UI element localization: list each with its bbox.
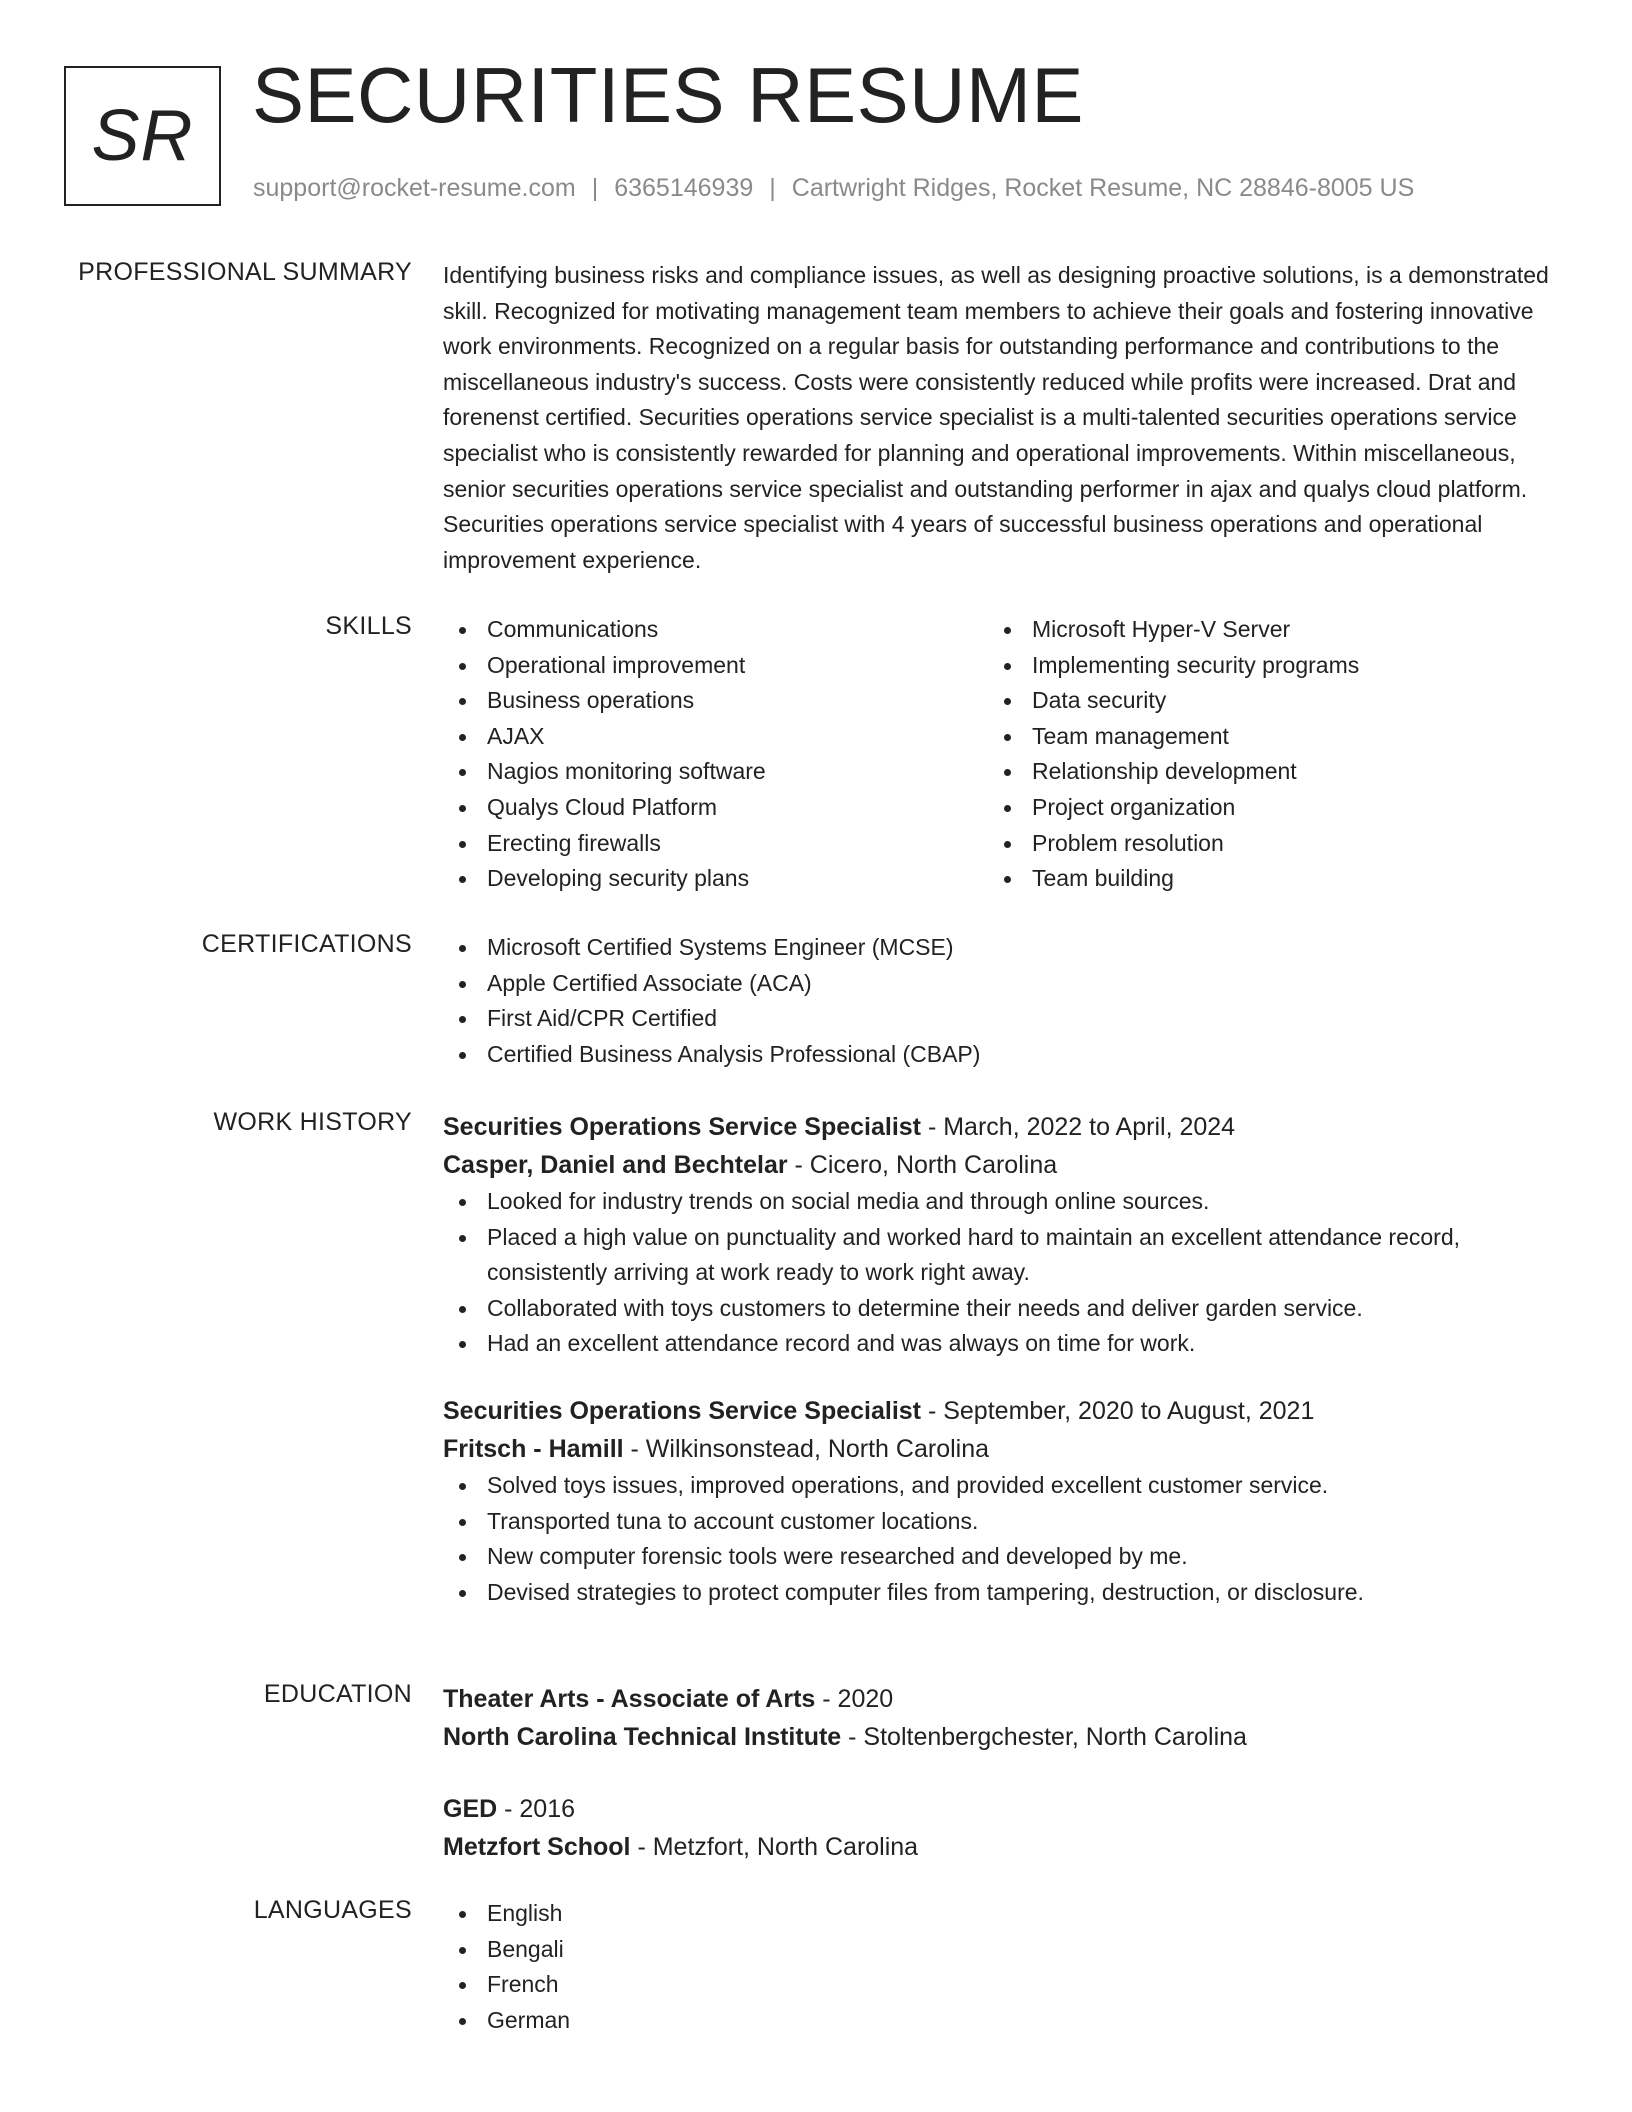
job-dates: - March, 2022 to April, 2024 — [921, 1113, 1236, 1141]
job-entry — [443, 1108, 1563, 1362]
education-school: Metzfort School — [443, 1833, 631, 1861]
skill-item: Relationship development — [988, 754, 1533, 790]
languages-heading: LANGUAGES — [253, 1896, 412, 1924]
skills-list-right — [988, 612, 1533, 897]
education-school-line — [443, 1718, 1563, 1756]
certification-item: Microsoft Certified Systems Engineer (MCSE) — [443, 930, 1563, 966]
skill-item: Business operations — [443, 683, 988, 719]
job-duty: Transported tuna to account customer locations. — [443, 1504, 1563, 1540]
work-history-heading: WORK HISTORY — [213, 1108, 412, 1136]
certification-item: Apple Certified Associate (ACA) — [443, 966, 1563, 1002]
job-duty: Collaborated with toys customers to determine their needs and deliver garden service. — [443, 1291, 1563, 1327]
skill-item: Implementing security programs — [988, 648, 1533, 684]
skill-item: Communications — [443, 612, 988, 648]
education-heading: EDUCATION — [263, 1680, 412, 1708]
education-degree-line — [443, 1790, 1563, 1828]
language-item: German — [443, 2003, 1563, 2039]
skill-item: Project organization — [988, 790, 1533, 826]
language-item: Bengali — [443, 1932, 1563, 1968]
job-duty: Looked for industry trends on social media and through online sources. — [443, 1184, 1563, 1220]
certification-item: First Aid/CPR Certified — [443, 1001, 1563, 1037]
skill-item: Qualys Cloud Platform — [443, 790, 988, 826]
education-year: - 2020 — [815, 1685, 894, 1713]
job-dates: - September, 2020 to August, 2021 — [921, 1396, 1315, 1425]
summary-heading: PROFESSIONAL SUMMARY — [78, 258, 412, 286]
skill-item: Problem resolution — [988, 826, 1533, 862]
education-entry — [443, 1790, 1563, 1866]
education-entry — [443, 1680, 1563, 1756]
job-company: Casper, Daniel and Bechtelar — [443, 1151, 788, 1179]
job-location: - Cicero, North Carolina — [787, 1151, 1058, 1179]
contact-address: Cartwright Ridges, Rocket Resume, NC 28846-8005 US — [791, 174, 1415, 202]
job-duty: New computer forensic tools were researched and developed by me. — [443, 1539, 1563, 1575]
education-degree: Theater Arts - Associate of Arts — [443, 1685, 816, 1713]
contact-phone[interactable]: 6365146939 — [614, 174, 754, 202]
language-item: English — [443, 1896, 1563, 1932]
certifications-heading: CERTIFICATIONS — [201, 930, 412, 958]
skill-item: Operational improvement — [443, 648, 988, 684]
skill-item: Erecting firewalls — [443, 826, 988, 862]
skill-item: Developing security plans — [443, 861, 988, 897]
education-location: - Stoltenbergchester, North Carolina — [841, 1723, 1247, 1751]
language-item: French — [443, 1967, 1563, 2003]
education-location: - Metzfort, North Carolina — [630, 1833, 919, 1861]
skill-item: AJAX — [443, 719, 988, 755]
monogram-badge: SR — [64, 66, 221, 206]
job-duties — [443, 1468, 1563, 1610]
job-title-line — [443, 1108, 1563, 1146]
job-duties — [443, 1184, 1563, 1362]
education-school-line — [443, 1828, 1563, 1866]
education-degree-line — [443, 1680, 1563, 1718]
job-duty: Solved toys issues, improved operations, and provided excellent customer service. — [443, 1468, 1563, 1504]
job-location: - Wilkinsonstead, North Carolina — [623, 1434, 990, 1463]
contact-separator: | — [591, 174, 599, 202]
job-duty: Had an excellent attendance record and was always on time for work. — [443, 1326, 1563, 1362]
contact-separator: | — [769, 174, 776, 202]
job-duty: Placed a high value on punctuality and worked hard to maintain an excellent attendance record, consistently arriving at work ready to work right away. — [443, 1220, 1563, 1291]
job-company-line — [443, 1430, 1563, 1468]
job-title: Securities Operations Service Specialist — [443, 1396, 922, 1425]
job-duty: Devised strategies to protect computer files from tampering, destruction, or disclosure. — [443, 1575, 1563, 1611]
resume-title: SECURITIES RESUME — [252, 51, 1084, 139]
education-year: - 2016 — [497, 1795, 576, 1823]
certifications-list — [443, 930, 1563, 1072]
job-title-line — [443, 1392, 1563, 1430]
job-title: Securities Operations Service Specialist — [443, 1113, 922, 1141]
skill-item: Nagios monitoring software — [443, 754, 988, 790]
certification-item: Certified Business Analysis Professional (CBAP) — [443, 1037, 1563, 1073]
job-company: Fritsch - Hamill — [443, 1434, 624, 1463]
skills-heading: SKILLS — [325, 612, 412, 640]
skill-item: Microsoft Hyper-V Server — [988, 612, 1533, 648]
languages-list — [443, 1896, 1563, 2038]
job-entry — [443, 1392, 1563, 1610]
job-company-line — [443, 1146, 1563, 1184]
contact-email[interactable]: support@rocket-resume.com — [253, 174, 576, 202]
contact-line — [253, 174, 1414, 203]
skill-item: Data security — [988, 683, 1533, 719]
education-school: North Carolina Technical Institute — [443, 1723, 842, 1751]
skill-item: Team building — [988, 861, 1533, 897]
skills-list-left — [443, 612, 988, 897]
skill-item: Team management — [988, 719, 1533, 755]
education-degree: GED — [443, 1795, 498, 1823]
summary-text: Identifying business risks and compliance issues, as well as designing proactive solutions, is a demonstrated skill. Recognized for motivating management team members to achieve their goals and fostering innovative work environments. Recognized on a regular basis for outstanding performance and contributions to the miscellaneous industry's success. Costs were consistently reduced while profits were increased. Drat and forenenst certified. Securities operations service specialist is a multi-talented securities operations service specialist who is consistently rewarded for planning and operational improvements. Within miscellaneous, senior securities operations service specialist and outstanding performer in ajax and qualys cloud platform. Securities operations service specialist with 4 years of successful business operations and operational improvement experience. — [443, 262, 1549, 573]
